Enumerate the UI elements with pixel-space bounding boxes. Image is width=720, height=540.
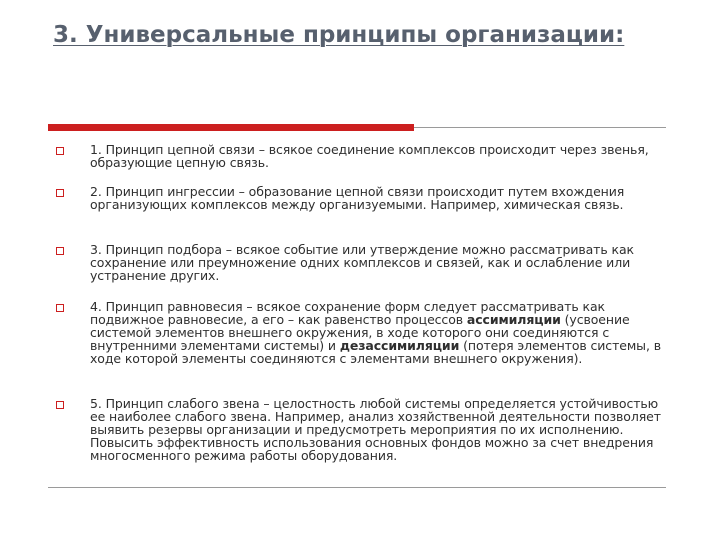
list-item-text-part: 4. Принцип равновесия – всякое сохранение форм следует рассматривать как подвижное равновесие, а его – как равенство процессов — [90, 299, 606, 327]
square-bullet-icon — [56, 147, 64, 155]
list-item-text: 5. Принцип слабого звена – целостность любой системы определяется устойчивостью ее наиболее слабого звена. Например, анализ хозяйственной деятельности позволяет выявить резервы организации и предусмотреть мероприятия по их исполнению. Повысить эффективность использования основных фондов можно за счет внедрения многосменного режима работы оборудования. — [90, 396, 661, 463]
list-item-text: 3. Принцип подбора – всякое событие или утверждение можно рассматривать как сохранение или преумножение одних комплексов и связей, как и ослабление или устранение других. — [90, 242, 634, 283]
square-bullet-icon — [56, 304, 64, 312]
list-item-text: 1. Принцип цепной связи – всякое соединение комплексов происходит через звенья, образующие цепную связь. — [90, 142, 649, 170]
list-item-text: 2. Принцип ингрессии – образование цепной связи происходит путем вхождения организующих комплексов между организуемыми. Например, химическая связь. — [90, 184, 625, 212]
list-item-text-part: (усвоение системой элементов внешнего окружения, в ходе которого они соединяются с внутренними элементами системы) и — [90, 312, 630, 353]
square-bullet-icon — [56, 401, 64, 409]
list-item-text — [90, 300, 664, 365]
term-dissimilation: дезассимиляции — [339, 338, 460, 353]
slide-title: 3. Универсальные принципы организации: — [53, 22, 625, 48]
term-assimilation: ассимиляции — [466, 312, 561, 327]
square-bullet-icon — [56, 189, 64, 197]
footer-divider-line — [48, 487, 666, 488]
square-bullet-icon — [56, 247, 64, 255]
list-item-text-part: (потеря элементов системы, в ходе которой элементы соединяются с элементами внешнего окружения). — [90, 338, 661, 366]
